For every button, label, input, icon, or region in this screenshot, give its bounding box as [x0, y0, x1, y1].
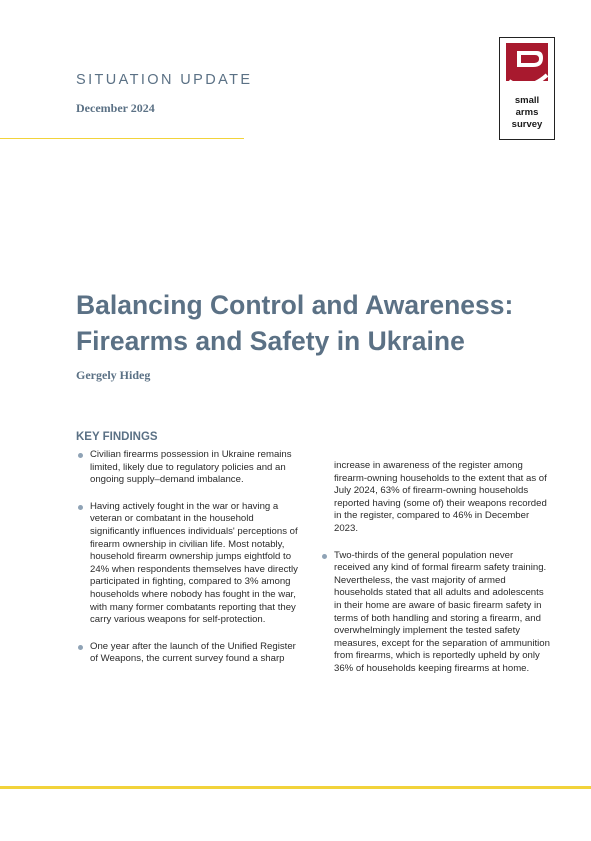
series-label: SITUATION UPDATE — [76, 72, 253, 88]
finding-text: Civilian firearms possession in Ukraine remains limited, likely due to regulatory policies and an ongoing supply–demand imbalance. — [90, 449, 292, 486]
finding-item-continued — [322, 460, 550, 536]
finding-text: One year after the launch of the Unified Register of Weapons, the current survey found a sharp — [90, 640, 296, 665]
bullet-icon — [78, 453, 83, 458]
logo-mark-icon — [503, 41, 551, 91]
finding-item — [78, 449, 300, 487]
logo-word-arms: arms — [515, 107, 539, 118]
logo-word-small: small — [514, 95, 540, 106]
author-name: Gergely Hideg — [76, 368, 151, 382]
bullet-icon — [78, 645, 83, 650]
finding-item — [78, 641, 300, 666]
page-title — [76, 287, 546, 359]
finding-item — [78, 501, 300, 627]
bullet-icon — [322, 554, 327, 559]
title-line-2: Firearms and Safety in Ukraine — [76, 326, 465, 356]
key-findings-heading: KEY FINDINGS — [76, 431, 158, 443]
footer-rule — [0, 786, 591, 789]
header-rule — [0, 138, 244, 139]
logo-wordmark — [500, 95, 554, 131]
finding-text: Two-thirds of the general population never received any kind of formal firearm safety training. Nevertheless, the vast majority of armed households stated that all adults and adolescents in their home are aware of basic firearm safety in terms of both handling and storing a firearm, and overwhelmingly implement the tested safety measures, except for the separation of ammunition from firearms, which is reportedly upheld by only 36% of households keeping firearms at home. — [334, 549, 550, 674]
bullet-icon — [78, 505, 83, 510]
title-line-1: Balancing Control and Awareness: — [76, 290, 514, 320]
logo-word-survey: survey — [511, 119, 543, 130]
key-findings-column-left — [78, 449, 300, 680]
small-arms-survey-logo — [499, 37, 555, 140]
finding-text: Having actively fought in the war or having a veteran or combatant in the household significantly influences individuals' perceptions of firearm ownership in civilian life. Most notably, household firearm ownership jumps eightfold to 24% when respondents themselves have directly participated in fighting, compared to 3% among households where nobody has fought in the war, with many former combatants reporting that they carry various weapons for self-protection. — [90, 500, 298, 626]
finding-text: increase in awareness of the register among firearm-owning households to the extent that as of July 2024, 63% of firearm-owning households reported having (some of) their weapons recorded in the register, compared to 46% in December 2023. — [334, 460, 547, 534]
key-findings-column-right — [322, 460, 550, 690]
finding-item — [322, 550, 550, 676]
publication-date: December 2024 — [76, 101, 155, 115]
